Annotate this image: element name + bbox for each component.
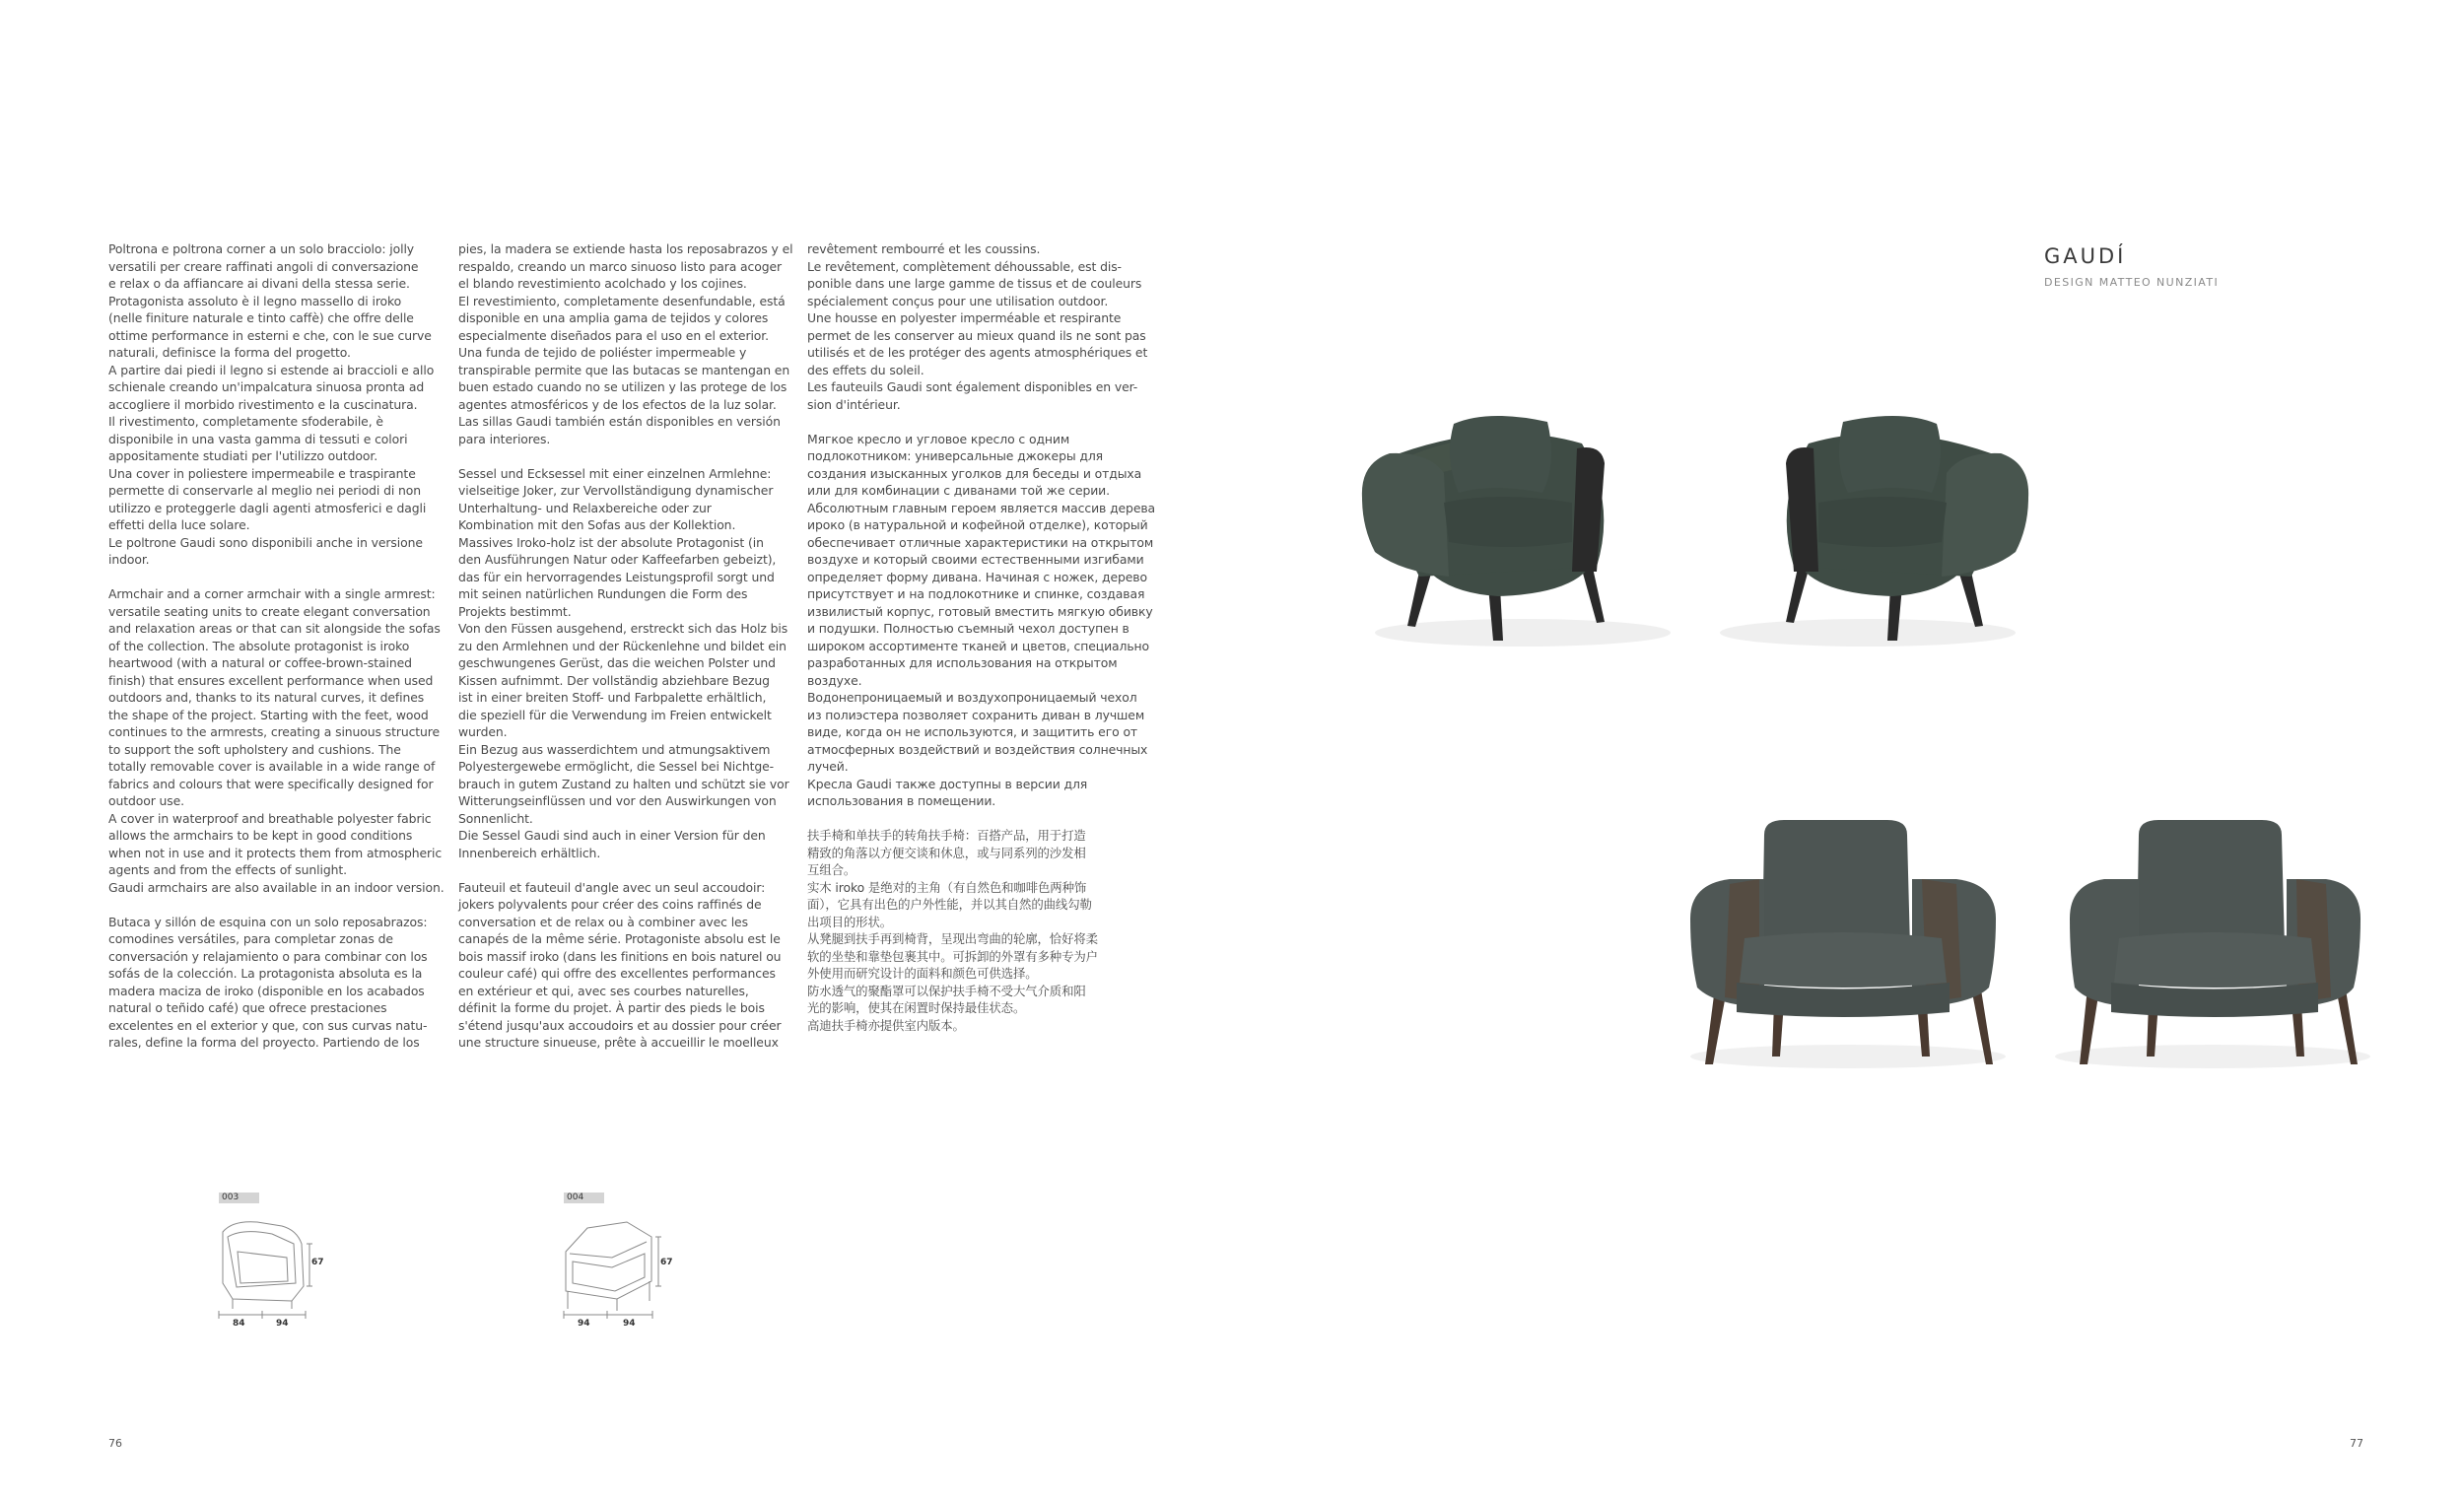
paragraph-italian: Poltrona e poltrona corner a un solo bracciolo: jolly versatili per creare raffinati angoli di conversazione e relax o da affiancare ai divani della stessa serie. Protagonista assoluto è il legno massello di iroko (nelle finiture naturale e tinto caffè) che offre delle ottime performance in esterni e che, con le sue curve naturali, definisce la forma del progetto. A partire dai piedi il legno si estende ai braccioli e allo schienale creando un'impalcatura sinuosa pronta ad accogliere il morbido rivestimento e la cuscinatura. Il rivestimento, completamente sfoderabile, è disponibile in una vasta gamma di tessuti e colori appositamente studiati per l'utilizzo outdoor. Una cover in poliestere impermeabile e traspirante permette di conservarle al meglio nei periodi di non utilizzo e proteggerle dagli agenti atmosferici e dagli effetti della luce solare. Le poltrone Gaudi sono disponibili anche in versione indoor.	[108, 241, 435, 567]
product-title: GAUDÍ	[2044, 244, 2127, 268]
paragraph-french: Fauteuil et fauteuil d'angle avec un seul accoudoir: jokers polyvalents pour créer des coins raffinés de conversation et de relax ou à combiner avec les canapés de la même série. Protagoniste absolu est le bois massif iroko (dans les finitions en bois naturel ou couleur café) qui offre des excellentes performances en extérieur et qui, avec ses courbes naturelles, définit la forme du projet. À partir des pieds le bois s'étend jusqu'aux accoudoirs et au dossier pour créer une structure sinueuse, prête à accueillir le moelleux	[458, 879, 782, 1050]
diagram-width-a: 84	[233, 1319, 245, 1329]
diagram-code: 004	[564, 1193, 604, 1203]
armchair-illustration	[1705, 404, 2030, 660]
photo-armchair-front-left	[1676, 810, 2011, 1076]
photo-corner-armchair-right	[1705, 404, 2030, 660]
diagram-width-b: 94	[276, 1319, 289, 1329]
paragraph-english: Armchair and a corner armchair with a single armrest: versatile seating units to create elegant conversation and relaxation areas or that can sit alongside the sofas of the collection. The absolute protagonist is iroko heartwood (with a natural or coffee-brown-stained finish) that ensures excellent performance when used outdoors and, thanks to its natural curves, it defines the shape of the project. Starting with the feet, wood continues to the armrests, creating a sinuous structure to support the soft upholstery and cushions. The totally removable cover is available in a wide range of fabrics and colours that were specifically designed for outdoor use. A cover in waterproof and breathable polyester fabric allows the armchairs to be kept in good conditions when not in use and it protects them from atmospheric agents and from the effects of sunlight. Gaudi armchairs are also available in an indoor version.	[108, 586, 445, 895]
photo-corner-armchair-left	[1360, 404, 1685, 660]
diagram-height: 67	[660, 1258, 673, 1267]
paragraph-french-cont: revêtement rembourré et les coussins. Le revêtement, complètement déhoussable, est dis- ponible dans une large gamme de tissus et de couleurs spécialement conçus pour une utilisation outdoor. Une housse en polyester imperméable et respirante permet de les conserver au mieux quand ils ne sont pas utilisés et de les protéger des agents atmosphériques et des effets du soleil. Les fauteuils Gaudi sont également disponibles en ver- sion d'intérieur.	[807, 241, 1148, 412]
paragraph-german: Sessel und Ecksessel mit einer einzelnen Armlehne: vielseitige Joker, zur Vervollständigung dynamischer Unterhaltung- und Relaxbereiche oder zur Kombination mit den Sofas aus der Kollektion. Massives Iroko-holz ist der absolute Protagonist (in den Ausführungen Natur oder Kaffeefarben gebeizt), das für ein hervorragendes Leistungsprofil sorgt und mit seinen natürlichen Rundungen die Form des Projekts bestimmt. Von den Füssen ausgehend, erstreckt sich das Holz bis zu den Armlehnen und der Rückenlehne und bildet ein geschwungenes Gerüst, das die weichen Polster und Kissen aufnimmt. Der vollständig abziehbare Bezug ist in einer breiten Stoff- und Farbpalette erhältlich, die speziell für die Verwendung im Freien entwickelt wurden. Ein Bezug aus wasserdichtem und atmungsaktivem Polyestergewebe ermöglicht, die Sessel bei Nichtge- brauch in gutem Zustand zu halten und schützt sie vor Witterungseinflüssen und vor den Auswirkungen von Sonnenlicht. Die Sessel Gaudi sind auch in einer Version für den Innenbereich erhältlich.	[458, 465, 789, 860]
diagram-width-a: 94	[578, 1319, 590, 1329]
text-column-2	[458, 240, 813, 1068]
armchair-illustration	[1676, 810, 2011, 1076]
paragraph-spanish-cont: pies, la madera se extiende hasta los reposabrazos y el respaldo, creando un marco sinuoso listo para acoger el blando revestimiento acolchado y los cojines. El revestimiento, completamente desenfundable, está disponible en una amplia gama de tejidos y colores especialmente diseñados para el uso en el exterior. Una funda de tejido de poliéster impermeable y transpirable permite que las butacas se mantengan en buen estado cuando no se utilizen y las protege de los agentes atmosféricos y de los efectos de la luz solar. Las sillas Gaudi también están disponibles en versión para interiores.	[458, 241, 793, 446]
text-column-3	[807, 240, 1162, 1052]
diagram-code: 003	[219, 1193, 259, 1203]
text-column-1	[108, 240, 463, 1068]
technical-diagram-003	[213, 1193, 341, 1330]
page-number-right: 77	[2350, 1437, 2363, 1450]
diagram-height: 67	[311, 1258, 324, 1267]
photo-armchair-front-right	[2040, 810, 2375, 1076]
armchair-illustration	[1360, 404, 1685, 660]
paragraph-chinese: 扶手椅和单扶手的转角扶手椅：百搭产品，用于打造 精致的角落以方便交谈和休息，或与同系列的沙发相 互组合。 实木 iroko 是绝对的主角（有自然色和咖啡色两种饰 面），它具有出色的户外性能，并以其自然的曲线勾勒 出项目的形状。 从凳腿到扶手再到椅背，呈现出弯曲的轮廓，恰好将柔 软的坐垫和靠垫包裹其中。可拆卸的外罩有多种专为户 外使用而研究设计的面料和颜色可供选择。 防水透气的聚酯罩可以保护扶手椅不受大气介质和阳 光的影响，使其在闲置时保持最佳状态。 高迪扶手椅亦提供室内版本。	[807, 828, 1098, 1033]
armchair-illustration	[2040, 810, 2375, 1076]
page-number-left: 76	[108, 1437, 122, 1450]
technical-diagram-004	[558, 1193, 686, 1330]
diagram-width-b: 94	[623, 1319, 636, 1329]
designer-credit: DESIGN MATTEO NUNZIATI	[2044, 276, 2220, 289]
paragraph-russian: Мягкое кресло и угловое кресло с одним подлокотником: универсальные джокеры для создания изысканных уголков для беседы и отдыха или для комбинации с диванами той же серии. Абсолютным главным героем является массив дерева ироко (в натуральной и кофейной отделке), который обеспечивает отличные характеристики на открытом воздухе и который своими естественными изгибами определяет форму дивана. Начиная с ножек, дерево присутствует и на подлокотнике и спинке, создавая извилистый корпус, готовый вместить мягкую обивку и подушки. Полностью съемный чехол доступен в широком ассортименте тканей и цветов, специально разработанных для использования на открытом воздухе. Водонепроницаемый и воздухопроницаемый чехол из полиэстера позволяет сохранить диван в лучшем виде, когда он не используются, и защитить его от атмосферных воздействий и воздействия солнечных лучей. Кресла Gaudi также доступны в версии для использования в помещении.	[807, 431, 1156, 808]
paragraph-spanish: Butaca y sillón de esquina con un solo reposabrazos: comodines versátiles, para completar zonas de conversación y relajamiento o para combinar con los sofás de la colección. La protagonista absoluta es la madera maciza de iroko (disponible en los acabados natural o teñido café) que ofrece prestaciones excelentes en el exterior y que, con sus curvas natu- rales, define la forma del proyecto. Partiendo de los	[108, 914, 428, 1050]
